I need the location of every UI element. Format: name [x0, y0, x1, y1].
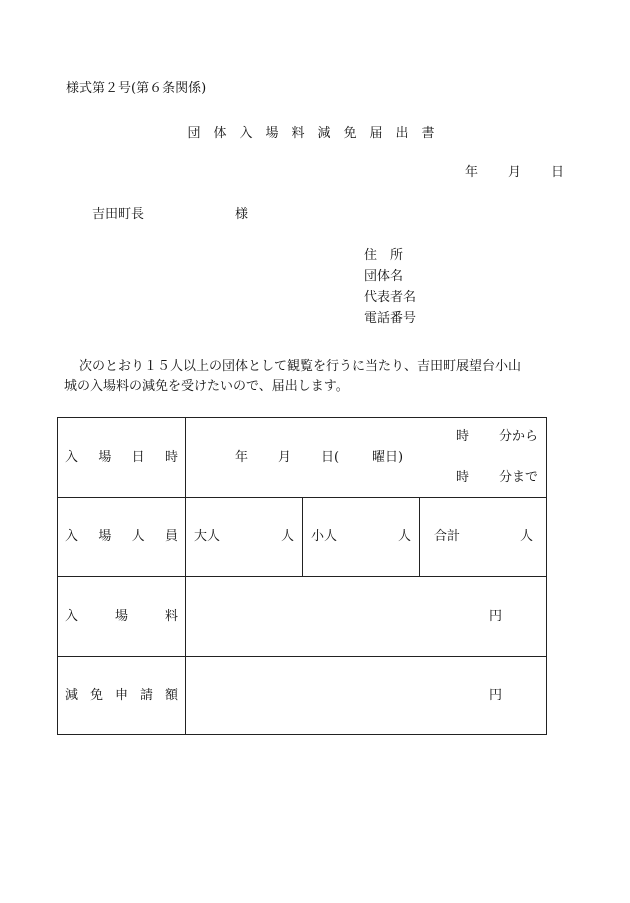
- entry-month: 月: [278, 450, 292, 465]
- body-line-1: 次のとおり１５人以上の団体として観覧を行うに当たり、吉田町展望台小山: [79, 359, 522, 374]
- date-year: 年: [465, 165, 479, 180]
- application-table: [57, 417, 547, 735]
- title-char: 入: [239, 126, 253, 141]
- label-char: 時: [164, 450, 178, 465]
- label-char: 額: [164, 688, 178, 703]
- entry-year: 年: [235, 450, 249, 465]
- end-minute: 分まで: [499, 470, 539, 485]
- title-char: 書: [421, 126, 435, 141]
- title-char: 減: [317, 126, 331, 141]
- child-label: 小人: [311, 529, 338, 544]
- title-char: 免: [343, 126, 357, 141]
- label-char: 場: [98, 450, 112, 465]
- end-hour: 時: [456, 470, 470, 485]
- total-unit: 人: [520, 529, 534, 544]
- label-char: 料: [164, 609, 178, 624]
- representative-label: 代表者名: [364, 290, 417, 305]
- document-title: [181, 126, 441, 142]
- entry-weekday: 曜日): [372, 450, 404, 465]
- label-char: 免: [89, 688, 103, 703]
- entry-day: 日(: [321, 450, 340, 465]
- entry-datetime-label: [65, 450, 178, 466]
- entrants-label: [65, 529, 178, 545]
- title-char: 団: [187, 126, 201, 141]
- label-char: 員: [164, 529, 178, 544]
- child-unit: 人: [398, 529, 412, 544]
- addressee-honorific: 様: [235, 207, 249, 222]
- adult-label: 大人: [194, 529, 221, 544]
- title-char: 体: [213, 126, 227, 141]
- row-divider: [58, 656, 546, 657]
- addressee-name: 吉田町長: [92, 207, 145, 222]
- start-hour: 時: [456, 429, 470, 444]
- count-divider: [302, 497, 303, 576]
- form-number: 様式第２号(第６条関係): [66, 81, 207, 96]
- date-day: 日: [551, 165, 565, 180]
- title-char: 出: [395, 126, 409, 141]
- reduction-amount-label: [65, 688, 178, 704]
- group-name-label: 団体名: [364, 269, 404, 284]
- title-char: 届: [369, 126, 383, 141]
- total-label: 合計: [434, 529, 461, 544]
- admission-fee-unit: 円: [489, 609, 503, 624]
- label-char: 申: [114, 688, 128, 703]
- label-char: 入: [65, 450, 79, 465]
- date-month: 月: [508, 165, 522, 180]
- count-divider: [419, 497, 420, 576]
- title-char: 場: [265, 126, 279, 141]
- start-minute: 分から: [499, 429, 539, 444]
- label-char: 場: [114, 609, 128, 624]
- label-char: 減: [65, 688, 79, 703]
- row-divider: [58, 576, 546, 577]
- label-char: 請: [139, 688, 153, 703]
- label-char: 人: [131, 529, 145, 544]
- title-char: 料: [291, 126, 305, 141]
- label-char: 日: [131, 450, 145, 465]
- label-char: 入: [65, 529, 79, 544]
- reduction-amount-unit: 円: [489, 688, 503, 703]
- admission-fee-label: [65, 609, 178, 625]
- phone-label: 電話番号: [364, 311, 417, 326]
- label-char: 入: [65, 609, 79, 624]
- body-line-2: 城の入場料の減免を受けたいので、届出します。: [64, 379, 349, 394]
- label-char: 場: [98, 529, 112, 544]
- address-label: 住 所: [364, 248, 404, 263]
- adult-unit: 人: [281, 529, 295, 544]
